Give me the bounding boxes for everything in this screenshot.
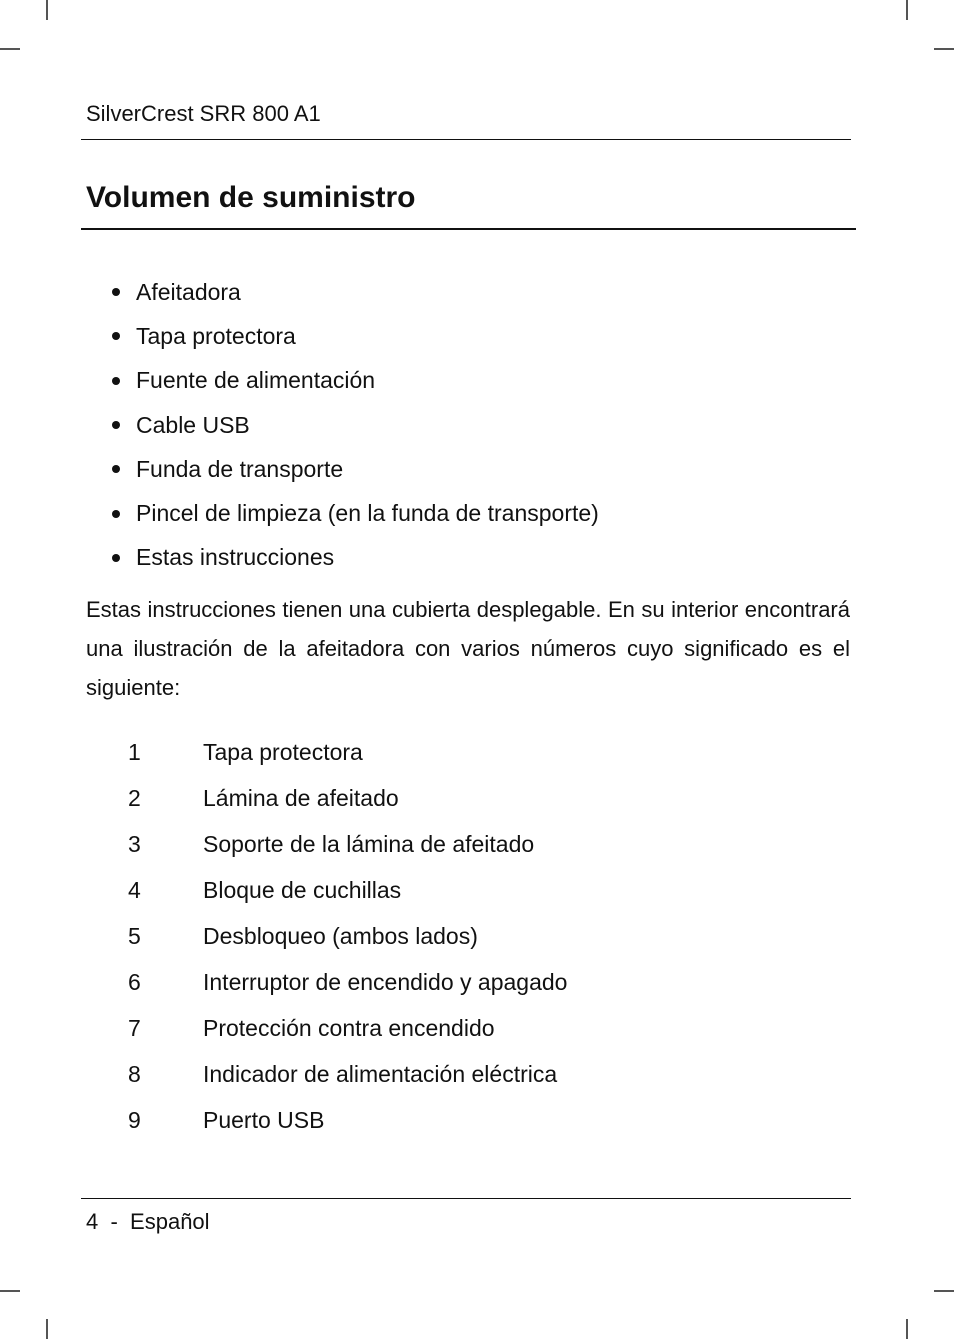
list-item: [108, 447, 599, 491]
bullet-icon: [112, 332, 120, 340]
crop-mark: [0, 48, 20, 50]
part-number: 2: [128, 784, 141, 811]
crop-mark: [46, 1319, 48, 1339]
part-number: 1: [128, 738, 141, 765]
bullet-icon: [112, 554, 120, 562]
bullet-icon: [112, 510, 120, 518]
part-label: Soporte de la lámina de afeitado: [203, 830, 535, 857]
intro-paragraph: Estas instrucciones tienen una cubierta desplegable. En su interior encontrará una ilustración de la afeitadora con varios números cuyo significado es el siguiente:: [86, 597, 850, 700]
part-item: [128, 867, 567, 913]
part-number: 4: [128, 876, 141, 903]
part-item: [128, 821, 567, 867]
part-label: Tapa protectora: [203, 738, 363, 765]
list-item-label: Funda de transporte: [136, 455, 344, 482]
part-item: [128, 913, 567, 959]
page-number: 4: [86, 1209, 99, 1234]
parts-list: [128, 729, 567, 1143]
bullet-icon: [112, 288, 120, 296]
running-header: SilverCrest SRR 800 A1: [86, 101, 321, 126]
list-item-label: Pincel de limpieza (en la funda de transporte): [136, 500, 599, 527]
contents-list: [108, 270, 599, 580]
list-item: [108, 491, 599, 535]
footer-rule: [81, 1198, 851, 1199]
part-item: [128, 1051, 567, 1097]
part-label: Interruptor de encendido y apagado: [203, 968, 568, 995]
footer-separator: -: [110, 1209, 118, 1234]
part-number: 7: [128, 1014, 141, 1041]
part-item: [128, 959, 567, 1005]
part-number: 9: [128, 1106, 141, 1133]
crop-mark: [46, 0, 48, 20]
part-number: 3: [128, 830, 141, 857]
title-rule: [81, 228, 856, 230]
bullet-icon: [112, 465, 120, 473]
page-footer: [86, 1208, 210, 1236]
bullet-icon: [112, 421, 120, 429]
part-item: [128, 775, 567, 821]
list-item: [108, 270, 599, 314]
footer-language: Español: [130, 1209, 210, 1234]
part-number: 8: [128, 1060, 141, 1087]
part-label: Protección contra encendido: [203, 1014, 495, 1041]
part-number: 6: [128, 968, 141, 995]
crop-mark: [0, 1290, 20, 1292]
part-label: Indicador de alimentación eléctrica: [203, 1060, 558, 1087]
part-label: Lámina de afeitado: [203, 784, 399, 811]
part-label: Desbloqueo (ambos lados): [203, 922, 478, 949]
list-item: [108, 359, 599, 403]
crop-mark: [934, 1290, 954, 1292]
list-item-label: Tapa protectora: [136, 322, 296, 349]
part-label: Bloque de cuchillas: [203, 876, 402, 903]
part-item: [128, 1005, 567, 1051]
part-number: 5: [128, 922, 141, 949]
list-item-label: Fuente de alimentación: [136, 367, 376, 394]
part-label: Puerto USB: [203, 1106, 325, 1133]
list-item: [108, 314, 599, 358]
list-item-label: Estas instrucciones: [136, 544, 335, 571]
crop-mark: [906, 1319, 908, 1339]
part-item: [128, 729, 567, 775]
bullet-icon: [112, 377, 120, 385]
header-rule: [81, 139, 851, 140]
section-title: Volumen de suministro: [86, 181, 416, 214]
list-item: [108, 536, 599, 580]
crop-mark: [934, 48, 954, 50]
part-item: [128, 1097, 567, 1143]
list-item-label: Afeitadora: [136, 278, 241, 305]
list-item: [108, 403, 599, 447]
crop-mark: [906, 0, 908, 20]
list-item-label: Cable USB: [136, 411, 250, 438]
